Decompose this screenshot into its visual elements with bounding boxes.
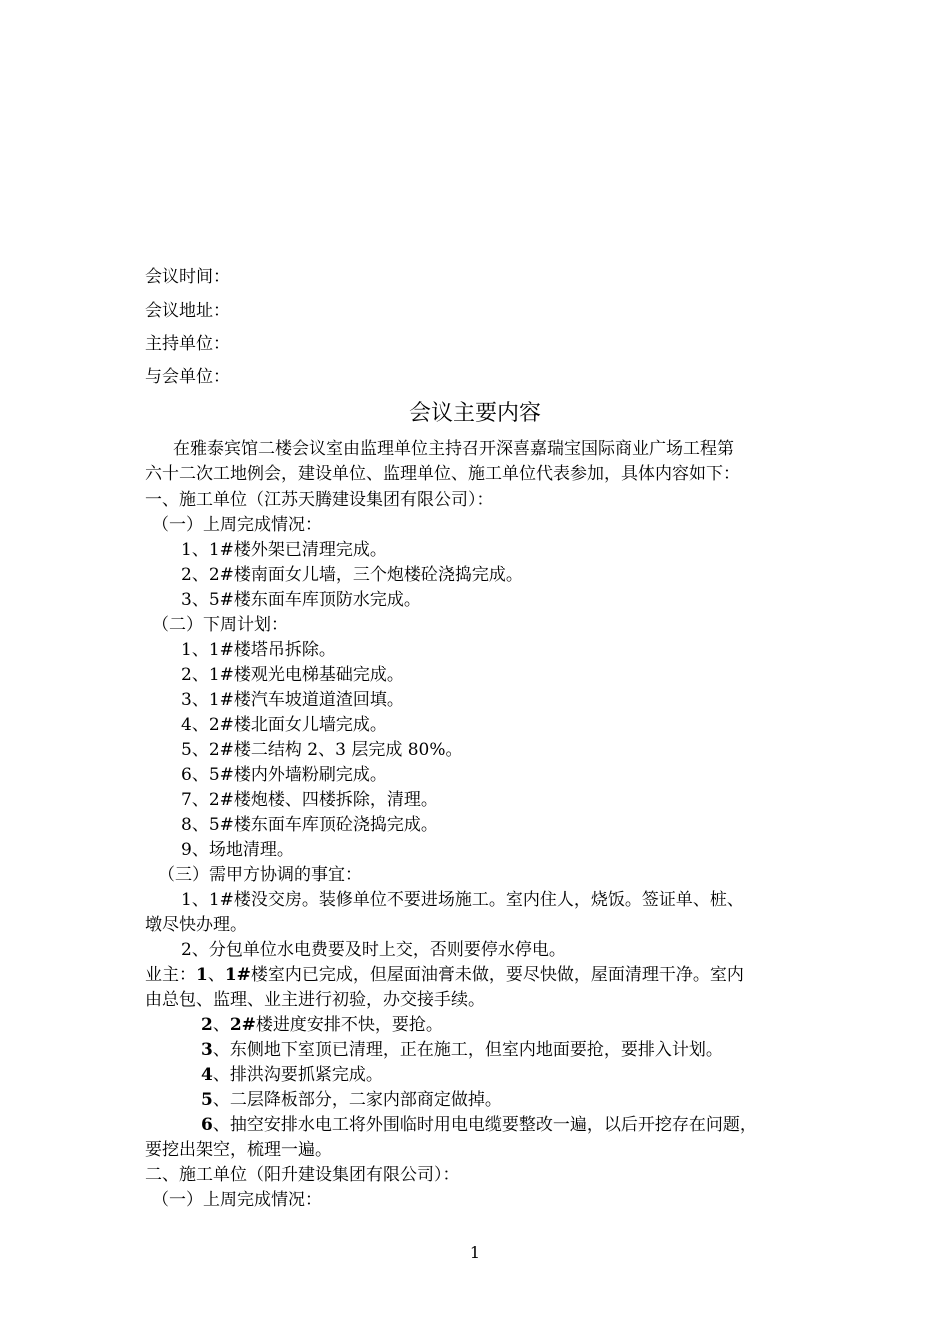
owner-item-5-text: 、二层降板部分，二家内部商定做掉。 bbox=[212, 1090, 502, 1110]
owner-item-2-text: 楼进度安排不快，要抢。 bbox=[255, 1015, 443, 1035]
list-item: 7、2#楼炮楼、四楼拆除，清理。 bbox=[181, 790, 438, 810]
intro-line-1: 在雅泰宾馆二楼会议室由监理单位主持召开深喜嘉瑞宝国际商业广场工程第 bbox=[173, 439, 734, 459]
owner-item-6-text: 、抽空安排水电工将外围临时用电电缆要整改一遍，以后开挖存在问题， bbox=[212, 1115, 757, 1135]
owner-item-1-text: 楼室内已完成，但屋面油膏未做，要尽快做，屋面清理干净。室内 bbox=[250, 965, 744, 985]
coordination-item-2: 2、分包单位水电费要及时上交，否则要停水停电。 bbox=[181, 940, 566, 960]
section-1-sub1-heading: （一）上周完成情况： bbox=[152, 515, 322, 535]
list-item: 8、5#楼东面车库顶砼浇捣完成。 bbox=[181, 815, 438, 835]
list-item: 4、2#楼北面女儿墙完成。 bbox=[181, 715, 387, 735]
meeting-address-label: 会议地址： bbox=[145, 301, 230, 321]
section-1-sub3-heading: （三）需甲方协调的事宜： bbox=[158, 865, 362, 885]
page-number: 1 bbox=[469, 1243, 481, 1262]
owner-item-6-number: 6 bbox=[201, 1115, 213, 1135]
section-1-sub2-heading: （二）下周计划： bbox=[152, 615, 288, 635]
meeting-time-label: 会议时间： bbox=[145, 267, 230, 287]
owner-item-6-line-2: 要挖出架空，梳理一遍。 bbox=[145, 1140, 332, 1160]
intro-line-2: 六十二次工地例会，建设单位、监理单位、施工单位代表参加，具体内容如下： bbox=[145, 464, 740, 484]
owner-item-2-number: 2 bbox=[201, 1015, 213, 1035]
list-item: 3、1#楼汽车坡道道渣回填。 bbox=[181, 690, 404, 710]
owner-item-2-sep: 、 bbox=[212, 1015, 230, 1035]
host-unit-label: 主持单位： bbox=[145, 334, 230, 354]
coordination-item-1-line-2: 墩尽快办理。 bbox=[145, 915, 247, 935]
owner-item-5-number: 5 bbox=[201, 1090, 213, 1110]
owner-item-3-number: 3 bbox=[201, 1040, 213, 1060]
owner-item-6 bbox=[201, 1114, 871, 1136]
owner-item-1-number: 1 bbox=[196, 965, 208, 985]
section-1-heading: 一、施工单位（江苏天腾建设集团有限公司）： bbox=[145, 490, 494, 510]
owner-item-2 bbox=[201, 1014, 871, 1036]
list-item: 2、1#楼观光电梯基础完成。 bbox=[181, 665, 404, 685]
list-item: 5、2#楼二结构 2、3 层完成 80%。 bbox=[181, 740, 463, 760]
owner-item-4-number: 4 bbox=[201, 1065, 213, 1085]
owner-item-1-sep: 、 bbox=[207, 965, 225, 985]
owner-item-3-text: 、东侧地下室顶已清理，正在施工，但室内地面要抢，要排入计划。 bbox=[212, 1040, 723, 1060]
owner-item-2-building: 2# bbox=[229, 1015, 256, 1035]
section-2-heading: 二、施工单位（阳升建设集团有限公司）： bbox=[145, 1165, 460, 1185]
attending-units-label: 与会单位： bbox=[145, 367, 230, 387]
owner-item-1-building: 1# bbox=[224, 965, 251, 985]
owner-item-1-line-2: 由总包、监理、业主进行初验，办交接手续。 bbox=[145, 990, 485, 1010]
coordination-item-1-line-1: 1、1#楼没交房。装修单位不要进场施工。室内住人，烧饭。签证单、桩、 bbox=[181, 890, 744, 910]
owner-item-4 bbox=[201, 1064, 871, 1086]
page-title: 会议主要内容 bbox=[408, 401, 541, 426]
list-item: 6、5#楼内外墙粉刷完成。 bbox=[181, 765, 387, 785]
owner-item-3 bbox=[201, 1039, 871, 1061]
section-2-sub1-heading: （一）上周完成情况： bbox=[152, 1190, 322, 1210]
owner-item-4-text: 、排洪沟要抓紧完成。 bbox=[212, 1065, 383, 1085]
list-item: 9、场地清理。 bbox=[181, 840, 294, 860]
list-item: 1、1#楼外架已清理完成。 bbox=[181, 540, 387, 560]
owner-item-1 bbox=[145, 964, 815, 986]
list-item: 2、2#楼南面女儿墙，三个炮楼砼浇捣完成。 bbox=[181, 565, 523, 585]
list-item: 1、1#楼塔吊拆除。 bbox=[181, 640, 336, 660]
owner-item-5 bbox=[201, 1089, 871, 1111]
owner-prefix: 业主： bbox=[145, 965, 196, 985]
list-item: 3、5#楼东面车库顶防水完成。 bbox=[181, 590, 421, 610]
